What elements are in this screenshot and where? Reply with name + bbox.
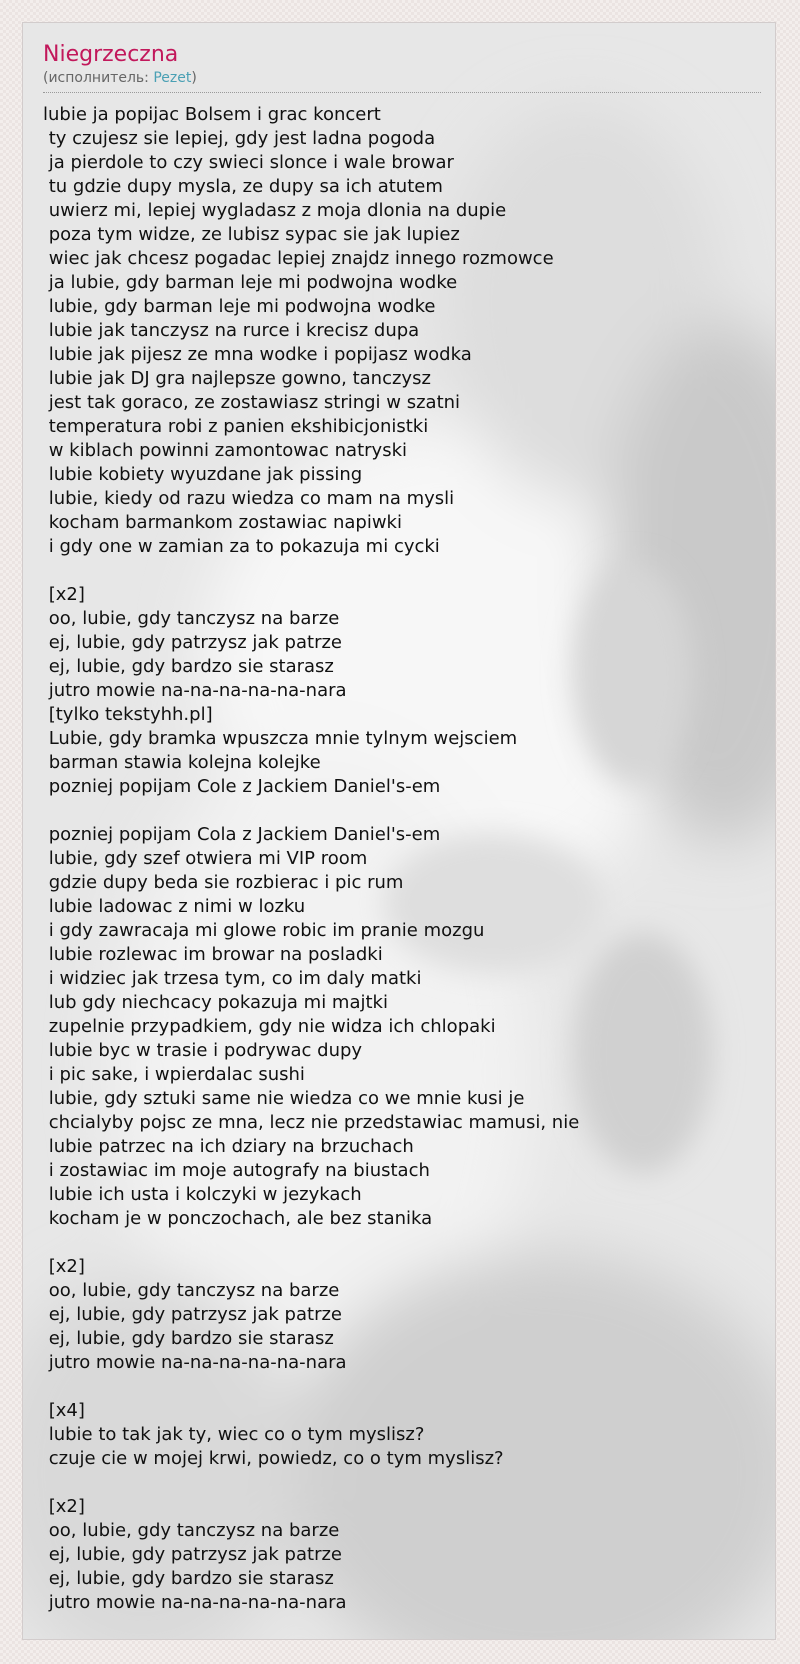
lyrics-line: lubie jak tanczysz na rurce i krecisz dupa [43, 320, 420, 341]
lyrics-line: temperatura robi z panien ekshibicjonistki [43, 416, 429, 437]
lyrics-line: jest tak goraco, ze zostawiasz stringi w szatni [43, 392, 461, 413]
lyrics-line: ej, lubie, gdy bardzo sie starasz [43, 1568, 334, 1589]
lyrics-line: pozniej popijam Cole z Jackiem Daniel's-em [43, 776, 441, 797]
lyrics-line: [x2] [43, 1256, 85, 1277]
lyrics-line: lubie ladowac z nimi w lozku [43, 896, 306, 917]
lyrics-line: lubie, gdy barman leje mi podwojna wodke [43, 296, 436, 317]
lyrics-line: i gdy one w zamian za to pokazuja mi cycki [43, 536, 440, 557]
lyrics-line: lubie ich usta i kolczyki w jezykach [43, 1184, 362, 1205]
lyrics-line: ty czujesz sie lepiej, gdy jest ladna pogoda [43, 128, 436, 149]
lyrics-line: lub gdy niechcacy pokazuja mi majtki [43, 992, 388, 1013]
lyrics-line: oo, lubie, gdy tanczysz na barze [43, 1280, 340, 1301]
lyrics-line: ja lubie, gdy barman leje mi podwojna wodke [43, 272, 458, 293]
lyrics-line: jutro mowie na-na-na-na-na-nara [43, 680, 347, 701]
performer-prefix: (исполнитель: [43, 70, 154, 86]
lyrics-line: oo, lubie, gdy tanczysz na barze [43, 1520, 340, 1541]
lyrics-line: czuje cie w mojej krwi, powiedz, co o tym myslisz? [43, 1448, 504, 1469]
lyrics-line: jutro mowie na-na-na-na-na-nara [43, 1592, 347, 1613]
lyrics-line: [tylko tekstyhh.pl] [43, 704, 213, 725]
lyrics-line: ej, lubie, gdy patrzysz jak patrze [43, 1544, 342, 1565]
lyrics-line: i pic sake, i wpierdalac sushi [43, 1064, 305, 1085]
lyrics-line: lubie, gdy sztuki same nie wiedza co we mnie kusi je [43, 1088, 525, 1109]
lyrics-line: lubie jak DJ gra najlepsze gowno, tanczysz [43, 368, 431, 389]
lyrics-line: lubie to tak jak ty, wiec co o tym myslisz? [43, 1424, 425, 1445]
lyrics-line: lubie ja popijac Bolsem i grac koncert [43, 104, 381, 125]
lyrics-line: ej, lubie, gdy bardzo sie starasz [43, 1328, 334, 1349]
lyrics-line: kocham barmankom zostawiac napiwki [43, 512, 402, 533]
lyrics-line: i zostawiac im moje autografy na biustach [43, 1160, 430, 1181]
lyrics-line: jutro mowie na-na-na-na-na-nara [43, 1352, 347, 1373]
lyrics-card [22, 22, 776, 1640]
lyrics-line: ja pierdole to czy swieci slonce i wale browar [43, 152, 454, 173]
lyrics-line: lubie jak pijesz ze mna wodke i popijasz wodka [43, 344, 472, 365]
lyrics-line: w kiblach powinni zamontowac natryski [43, 440, 407, 461]
lyrics-line: ej, lubie, gdy bardzo sie starasz [43, 656, 334, 677]
lyrics-line: oo, lubie, gdy tanczysz na barze [43, 608, 340, 629]
lyrics-line: poza tym widze, ze lubisz sypac sie jak lupiez [43, 224, 460, 245]
lyrics-blank-line [43, 1231, 775, 1255]
performer-line [43, 69, 775, 87]
performer-suffix: ) [191, 70, 197, 86]
song-title: Niegrzeczna [43, 42, 179, 67]
lyrics-blank-line [43, 559, 775, 583]
lyrics-line: lubie, gdy szef otwiera mi VIP room [43, 848, 368, 869]
lyrics-line: pozniej popijam Cola z Jackiem Daniel's-em [43, 824, 441, 845]
lyrics-line: lubie byc w trasie i podrywac dupy [43, 1040, 363, 1061]
lyrics-line: lubie rozlewac im browar na posladki [43, 944, 383, 965]
lyrics-line: Lubie, gdy bramka wpuszcza mnie tylnym wejsciem [43, 728, 518, 749]
lyrics-line: [x4] [43, 1400, 85, 1421]
artist-link[interactable]: Pezet [153, 70, 192, 86]
lyrics-line: [x2] [43, 1496, 85, 1517]
lyrics-blank-line [43, 1471, 775, 1495]
lyrics-line: barman stawia kolejna kolejke [43, 752, 321, 773]
lyrics-line: i gdy zawracaja mi glowe robic im pranie mozgu [43, 920, 485, 941]
lyrics-line: ej, lubie, gdy patrzysz jak patrze [43, 632, 342, 653]
lyrics-line: lubie kobiety wyuzdane jak pissing [43, 464, 363, 485]
lyrics-line: i widziec jak trzesa tym, co im daly matki [43, 968, 422, 989]
lyrics-blank-line [43, 1375, 775, 1399]
lyrics-line: lubie, kiedy od razu wiedza co mam na mysli [43, 488, 455, 509]
lyrics-line: tu gdzie dupy mysla, ze dupy sa ich atutem [43, 176, 443, 197]
lyrics-text [43, 103, 775, 1615]
lyrics-line: zupelnie przypadkiem, gdy nie widza ich chlopaki [43, 1016, 496, 1037]
lyrics-line: uwierz mi, lepiej wygladasz z moja dlonia na dupie [43, 200, 507, 221]
title-divider [43, 92, 761, 93]
lyrics-line: ej, lubie, gdy patrzysz jak patrze [43, 1304, 342, 1325]
lyrics-line: gdzie dupy beda sie rozbierac i pic rum [43, 872, 404, 893]
lyrics-line: [x2] [43, 584, 85, 605]
lyrics-line: kocham je w ponczochach, ale bez stanika [43, 1208, 433, 1229]
lyrics-line: chcialyby pojsc ze mna, lecz nie przedstawiac mamusi, nie [43, 1112, 580, 1133]
lyrics-line: lubie patrzec na ich dziary na brzuchach [43, 1136, 414, 1157]
lyrics-blank-line [43, 799, 775, 823]
lyrics-line: wiec jak chcesz pogadac lepiej znajdz innego rozmowce [43, 248, 554, 269]
